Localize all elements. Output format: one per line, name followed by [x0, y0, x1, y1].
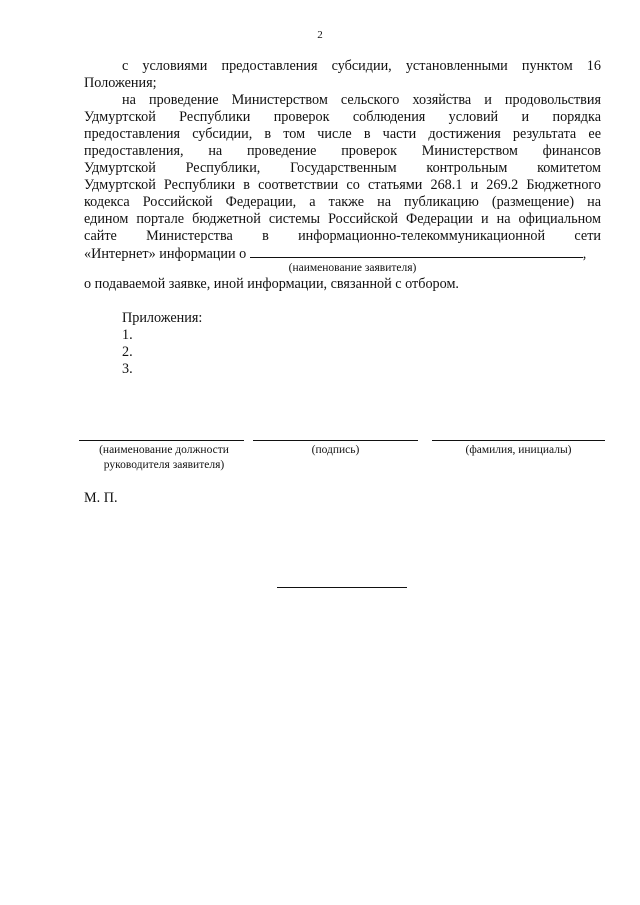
paragraph-2-line-2: Удмуртской Республики проверок соблюдения условий и порядка — [84, 109, 601, 125]
body-text — [84, 58, 601, 378]
attachments-title: Приложения: — [122, 310, 203, 326]
attachment-item-1: 1. — [122, 327, 133, 343]
applicant-name-field[interactable] — [250, 245, 583, 258]
end-of-document-rule — [277, 587, 407, 588]
name-caption: (фамилия, инициалы) — [465, 444, 572, 456]
position-signature-line[interactable] — [79, 440, 244, 441]
name-signature-line[interactable] — [432, 440, 605, 441]
internet-info-prefix: «Интернет» информации о — [84, 246, 247, 262]
paragraph-2-line-4: предоставления, на проведение проверок Министерством финансов — [84, 143, 601, 159]
paragraph-2-line-3: предоставления субсидии, в том числе в части достижения результата ее — [84, 126, 601, 142]
paragraph-2-line-8: едином портале бюджетной системы Российской Федерации и на официальном — [84, 211, 601, 227]
applicant-name-caption: (наименование заявителя) — [288, 262, 417, 274]
paragraph-2-line-1: на проведение Министерством сельского хозяйства и продовольствия — [122, 92, 601, 108]
position-caption — [79, 443, 249, 473]
paragraph-2-line-6: Удмуртской Республики в соответствии со статьями 268.1 и 269.2 Бюджетного — [84, 177, 601, 193]
paragraph-2-line-11: о подаваемой заявке, иной информации, связанной с отбором. — [84, 276, 459, 292]
line-10-suffix: , — [582, 246, 587, 262]
paragraph-2-line-5: Удмуртской Республики, Государственным контрольным комитетом — [84, 160, 601, 176]
paragraph-1-line-2: Положения; — [84, 75, 157, 91]
attachments-section — [84, 310, 601, 378]
paragraph-2-line-7: кодекса Российской Федерации, а также на публикацию (размещение) на — [84, 194, 601, 210]
position-caption-line-1: (наименование должности — [99, 444, 229, 456]
stamp-label: М. П. — [84, 490, 118, 506]
attachment-item-2: 2. — [122, 344, 133, 360]
position-caption-line-2: руководителя заявителя) — [103, 459, 225, 471]
attachment-item-3: 3. — [122, 361, 133, 377]
signature-line[interactable] — [253, 440, 418, 441]
page-number: 2 — [317, 29, 323, 41]
signature-caption: (подпись) — [311, 444, 360, 456]
paragraph-2-line-9: сайте Министерства в информационно-телекоммуникационной сети — [84, 228, 601, 244]
paragraph-1-line-1: с условиями предоставления субсидии, установленными пунктом 16 — [122, 58, 601, 74]
